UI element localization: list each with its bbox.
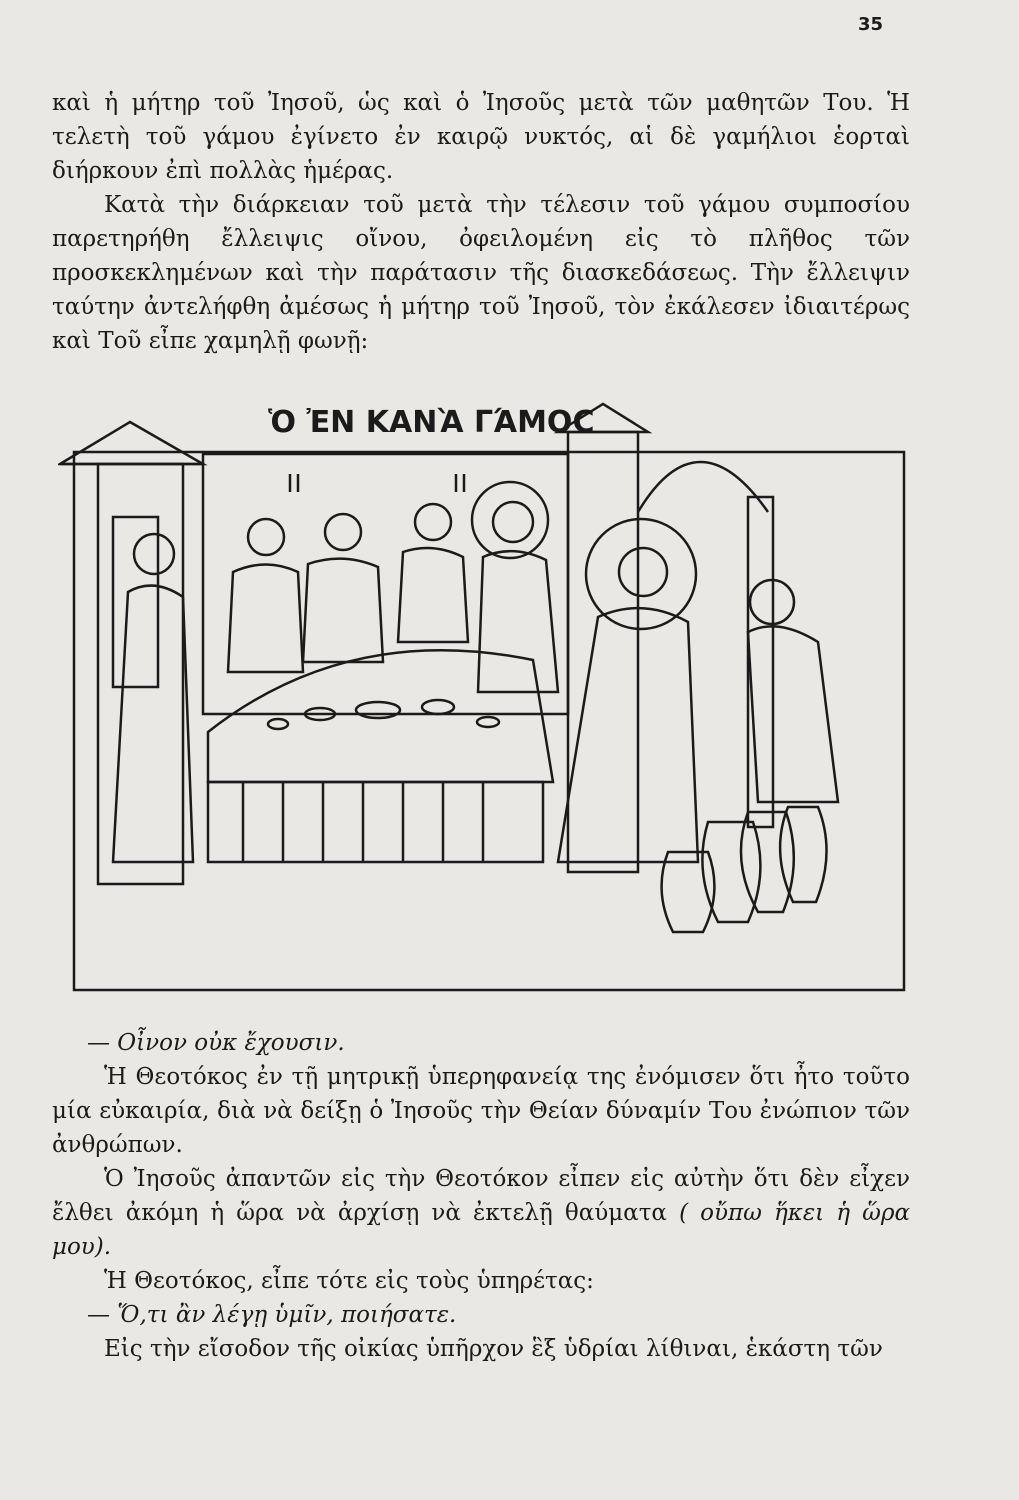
paragraph-continuation: καὶ ἡ μήτηρ τοῦ Ἰησοῦ, ὡς καὶ ὁ Ἰησοῦς μετὰ τῶν μαθητῶν Του. Ἡ τελετὴ τοῦ γάμου ἐγίνετο ἐν καιρῷ νυκτός, αἱ δὲ γαμήλιοι ἑορταὶ διήρκουν ἐπὶ πολλὰς ἡμέρας. xyxy=(52,90,910,184)
paragraph-wine-shortage: Κατὰ τὴν διάρκειαν τοῦ μετὰ τὴν τέλεσιν τοῦ γάμου συμποσίου παρετηρήθη ἔλλειψις οἴνου, ὀφειλομένη εἰς τὸ πλῆθος τῶν προσκεκλημένων καὶ τὴν παράτασιν τῆς διασκεδάσεως. Τὴν ἔλλειψιν ταύτην ἀντελήφθη ἀμέσως ἡ μήτηρ τοῦ Ἰησοῦ, τὸν ἐκάλεσεν ἰδιαιτέρως καὶ Τοῦ εἶπε χαμηλῇ φωνῇ: xyxy=(52,192,910,354)
scripture-quote: ( οὔπω ἥκει ἡ ὥρα μου). xyxy=(52,1200,910,1260)
paragraph-theotokos-servants: Ἡ Θεοτόκος, εἶπε τότε εἰς τοὺς ὑπηρέτας: xyxy=(104,1268,594,1294)
dialogue-no-wine: — Οἶνον οὐκ ἔχουσιν. xyxy=(87,1030,345,1056)
bottom-text-block xyxy=(52,1026,910,1366)
paragraph-theotokos-pride: Ἡ Θεοτόκος ἐν τῇ μητρικῇ ὑπερηφανείᾳ της ἐνόμισεν ὅτι ἦτο τοῦτο μία εὐκαιρία, διὰ νὰ δείξῃ ὁ Ἰησοῦς τὴν Θείαν δύναμίν Του ἐνώπιον τῶν ἀνθρώπων. xyxy=(52,1064,910,1158)
paragraph-jesus-answer-text: Ὁ Ἰησοῦς ἀπαντῶν εἰς τὴν Θεοτόκον εἶπεν εἰς αὐτὴν ὅτι δὲν εἶχεν ἔλθει ἀκόμη ἡ ὥρα νὰ ἀρχίσῃ νὰ ἐκτελῇ θαύματα xyxy=(52,1166,910,1226)
paragraph-jesus-answer xyxy=(52,1162,910,1264)
paragraph-stone-jars: Εἰς τὴν εἴσοδον τῆς οἰκίας ὑπῆρχον ἓξ ὑδρίαι λίθιναι, ἑκάστη τῶν xyxy=(104,1336,883,1362)
dialogue-do-whatever: — Ὅ,τι ἂν λέγῃ ὑμῖν, ποιήσατε. xyxy=(87,1302,457,1328)
page-number: 35 xyxy=(858,14,884,35)
top-text-block xyxy=(52,86,910,358)
illustration-title: Ὁ ἘΝ ΚΑΝᾺ ΓΆΜΟϹ xyxy=(268,405,595,440)
wedding-at-cana-illustration xyxy=(58,392,923,997)
wedding-at-cana-icon xyxy=(58,392,923,997)
